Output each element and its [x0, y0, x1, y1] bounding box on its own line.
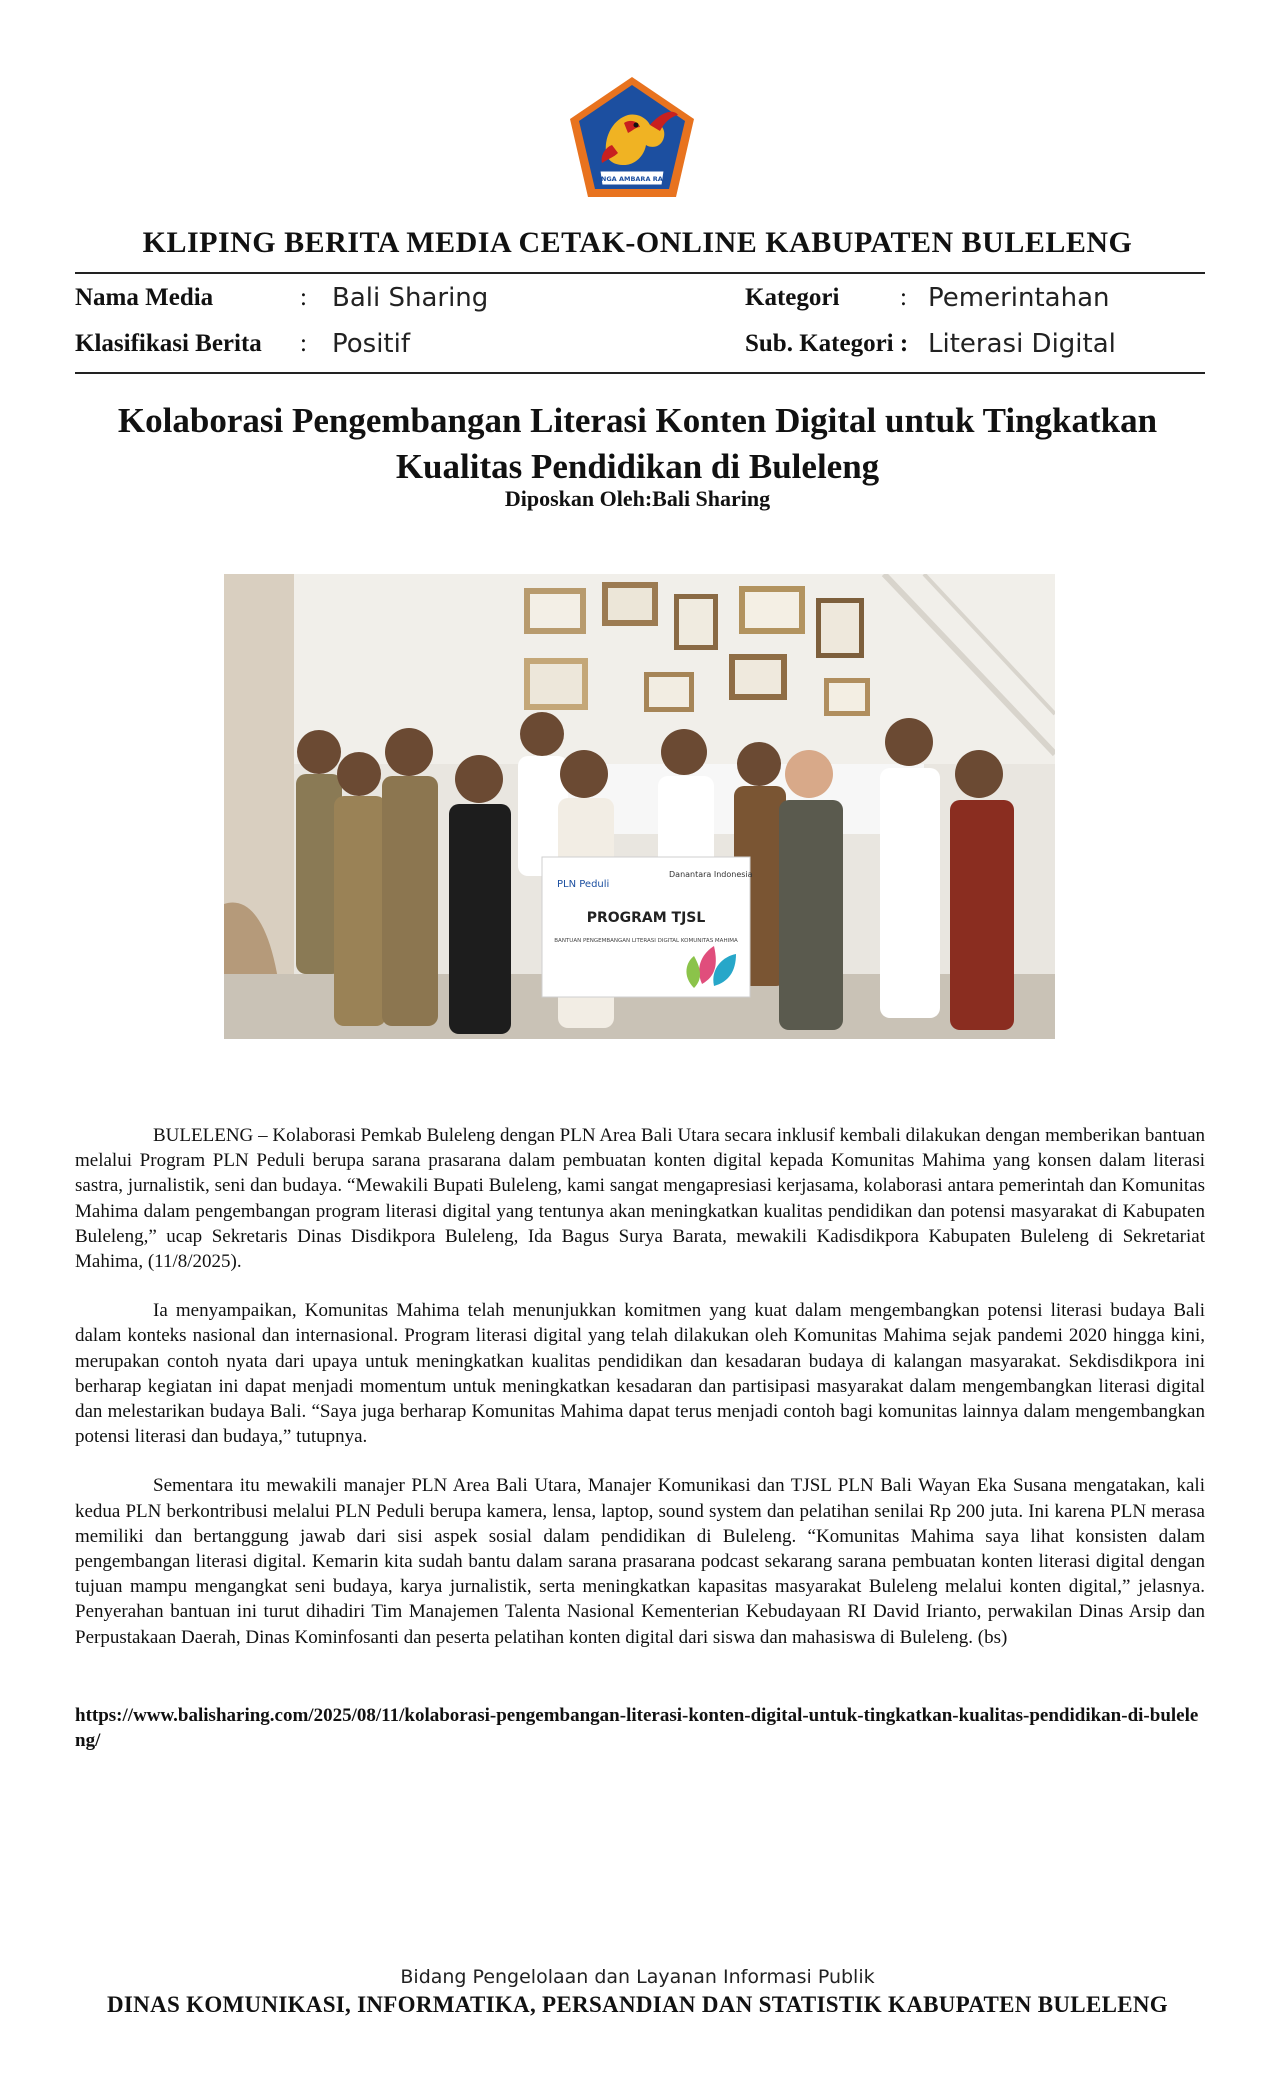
article-paragraph: Sementara itu mewakili manajer PLN Area Bali Utara, Manajer Komunikasi dan TJSL PLN Bali Wayan Eka Susana mengatakan, kali kedua PLN berkontribusi melalui PLN Peduli berupa kamera, lensa, laptop, sound system dan pelatihan senilai Rp 200 juta. Ini karena PLN merasa memiliki dan bertanggung jawab dari sisi aspek sosial dalam pendidikan di Buleleng. “Komunitas Mahima saya lihat konsisten dalam pengembangan literasi digital. Kemarin kita sudah bantu dalam sarana prasarana podcast sekarang sarana pembuatan konten literasi digital dengan tujuan mampu mengangkat seni budaya, karya jurnalistik, serta meningkatkan kapasitas masyarakat Buleleng melalui konten digital,” jelasnya. Penyerahan bantuan ini turut dihadiri Tim Manajemen Talenta Nasional Kementerian Kebudayaan RI David Irianto, perwakilan Dinas Arsip dan Perpustakaan Daerah, Dinas Kominfosanti dan peserta pelatihan konten digital dari siswa dan mahasiswa di Buleleng. (bs) [75, 1475, 1205, 1648]
footer-agency: DINAS KOMUNIKASI, INFORMATIKA, PERSANDIAN DAN STATISTIK KABUPATEN BULELENG [107, 1992, 1168, 2017]
article-paragraph: BULELENG – Kolaborasi Pemkab Buleleng dengan PLN Area Bali Utara secara inklusif kembali dilakukan dengan memberikan bantuan melalui Program PLN Peduli berupa sarana prasarana dalam pembuatan konten digital kepada Komunitas Mahima yang konsen dalam literasi sastra, jurnalistik, seni dan budaya. “Mewakili Bupati Buleleng, kami sangat mengapresiasi kerjasama, kolaborasi antara pemerintah dan Komunitas Mahima dalam pengembangan program literasi digital yang tentunya akan meningkatkan kualitas pendidikan dan potensi masyarakat di Kabupaten Buleleng,” ucap Sekretaris Dinas Disdikpora Buleleng, Ida Bagus Surya Barata, mewakili Kadisdikpora Kabupaten Buleleng di Sekretariat Mahima, (11/8/2025). [75, 1125, 1205, 1273]
subcategory-label: Sub. Kategori : [745, 330, 909, 357]
page-title: KLIPING BERITA MEDIA CETAK-ONLINE KABUPATEN BULELENG [142, 226, 1133, 259]
category-value: Pemerintahan [928, 283, 1110, 313]
media-name-label: Nama Media [75, 284, 214, 311]
header-divider-bottom [75, 372, 1205, 374]
banner-title-text: PROGRAM TJSL [586, 910, 706, 926]
banner-small-text: PLN Peduli [557, 879, 610, 890]
category-label: Kategori [745, 284, 840, 311]
article-photo [224, 574, 1055, 1039]
header-divider-top [75, 272, 1205, 274]
footer-department: Bidang Pengelolaan dan Layanan Informasi Publik [400, 1966, 875, 1988]
category-colon: : [900, 284, 907, 311]
banner-brand-text: Danantara Indonesia [669, 870, 753, 879]
article-paragraph: Ia menyampaikan, Komunitas Mahima telah menunjukkan komitmen yang kuat dalam mengembangkan potensi literasi budaya Bali dalam konteks nasional dan internasional. Program literasi digital yang telah dilakukan oleh Komunitas Mahima sejak pandemi 2020 hingga kini, merupakan contoh nyata dari upaya untuk meningkatkan kualitas pendidikan dan kesadaran budaya di kalangan masyarakat. Sekdisdikpora ini berharap kegiatan ini dapat menjadi momentum untuk meningkatkan kesadaran dan partisipasi masyarakat dalam mengembangkan literasi digital dan melestarikan budaya Bali. “Saya juga berharap Komunitas Mahima dapat terus menjadi contoh bagi komunitas lainnya dalam mengembangkan potensi literasi dan budaya,” tutupnya. [75, 1300, 1205, 1448]
article-title: Kolaborasi Pengembangan Literasi Konten Digital untuk Tingkatkan Kualitas Pendidikan di Buleleng [117, 401, 1158, 486]
classification-label: Klasifikasi Berita [75, 330, 262, 357]
logo-motto: SINGA AMBARA RAJA [593, 175, 671, 183]
classification-colon: : [300, 330, 307, 357]
source-link[interactable]: https://www.balisharing.com/2025/08/11/kolaborasi-pengembangan-literasi-konten-digital-untuk-tingkatkan-kualitas-pendidikan-di-buleleng/ [75, 1705, 1199, 1751]
article-body [75, 1123, 1205, 1674]
media-name-value: Bali Sharing [332, 283, 489, 313]
article-byline: Diposkan Oleh:Bali Sharing [504, 486, 771, 511]
classification-value: Positif [332, 329, 410, 359]
banner-subtitle-text: BANTUAN PENGEMBANGAN LITERASI DIGITAL KOMUNITAS MAHIMA [554, 938, 738, 944]
buleleng-emblem-logo [566, 75, 698, 200]
subcategory-value: Literasi Digital [928, 329, 1116, 359]
media-name-colon: : [300, 284, 307, 311]
